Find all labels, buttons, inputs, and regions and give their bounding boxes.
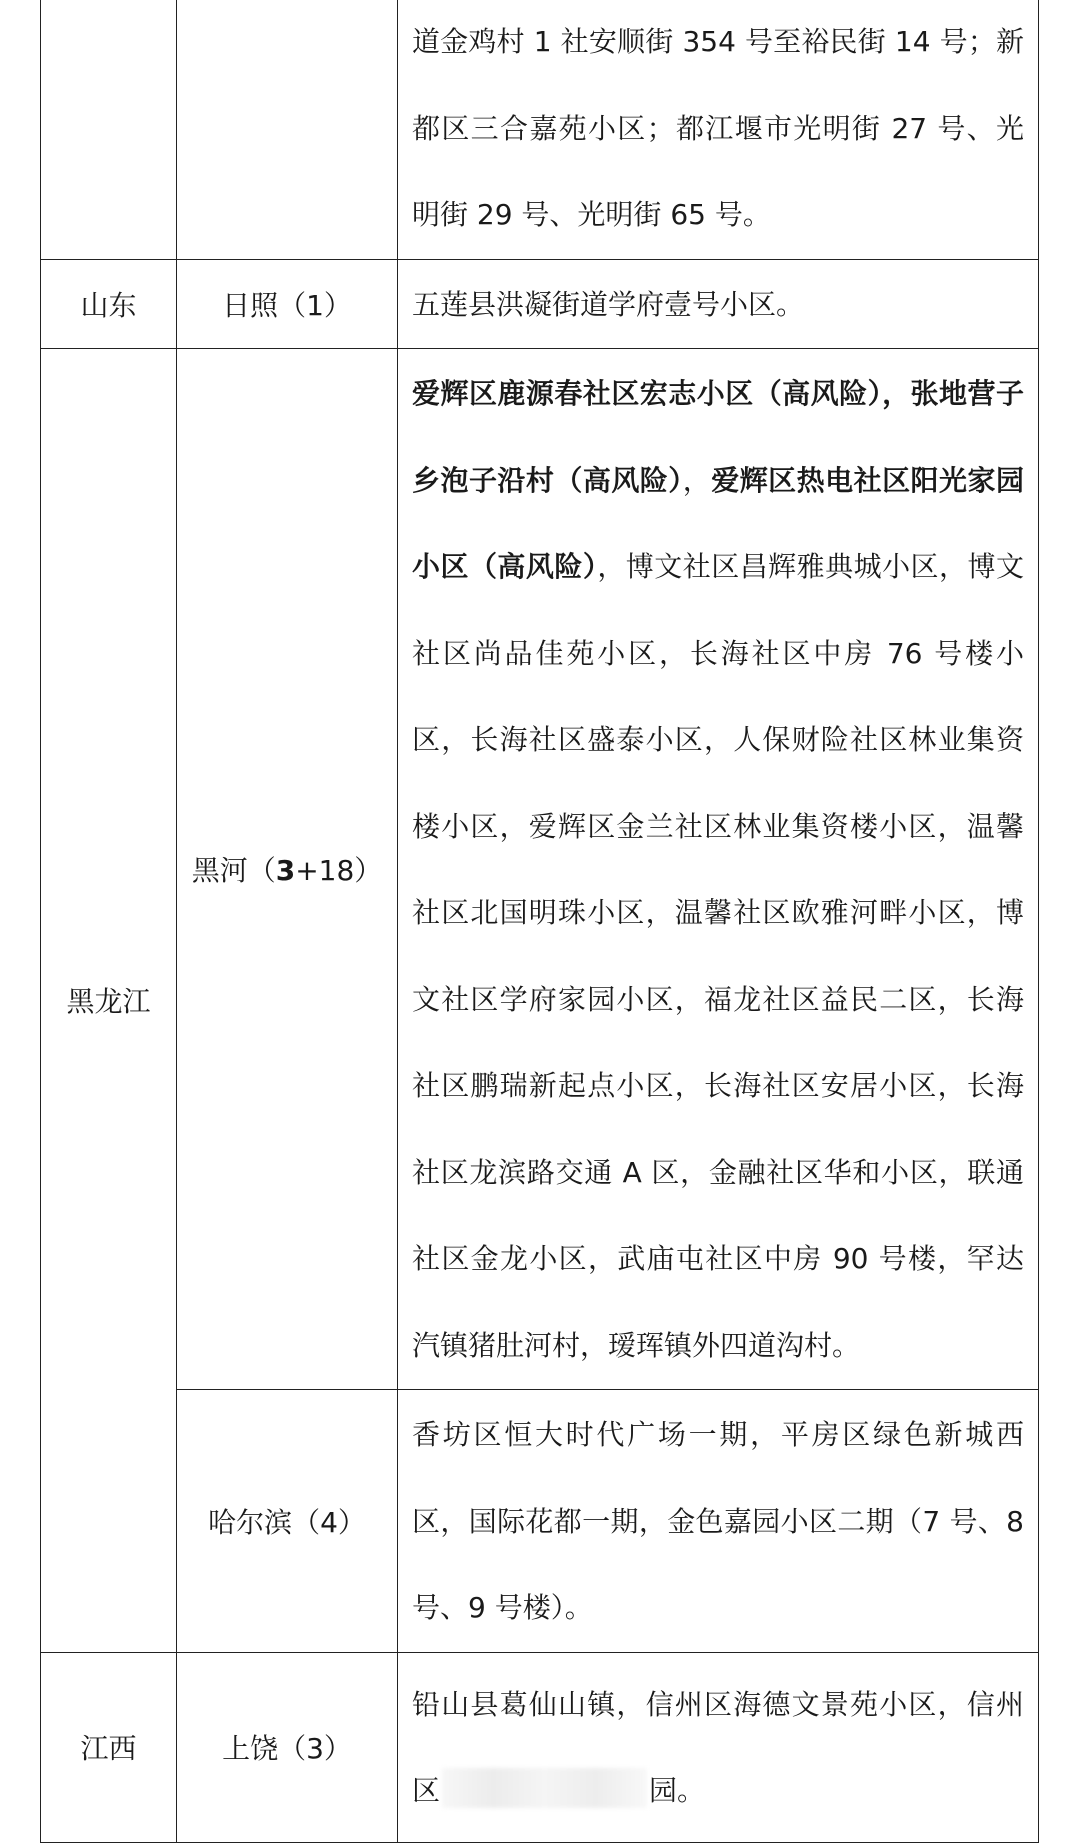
city-cell-rizhao: 日照（1） (177, 259, 398, 349)
high-risk-count: 3 (275, 854, 296, 887)
high-risk-areas-1: 爱辉区鹿源春社区宏志小区（高风险），张地营子乡泡子沿村（高风险） (412, 377, 1024, 497)
areas-cell-rizhao (398, 259, 1039, 349)
table-row-sichuan-continued (41, 0, 1039, 259)
areas-text-end: 园。 (649, 1774, 706, 1807)
medium-risk-count: +18） (295, 854, 383, 887)
areas-cell-shangrao (398, 1652, 1039, 1842)
areas-text: 香坊区恒大时代广场一期，平房区绿色新城西区，国际花都一期，金色嘉园小区二期（7 号、8 号、9 号楼）。 (412, 1418, 1024, 1624)
risk-area-table (40, 0, 1039, 1843)
areas-text: 道金鸡村 1 社安顺街 354 号至裕民街 14 号；新都区三合嘉苑小区；都江堰市光明街 27 号、光明街 29 号、光明街 65 号。 (412, 25, 1024, 231)
city-cell-shangrao: 上饶（3） (177, 1652, 398, 1842)
medium-risk-areas: ，博文社区昌辉雅典城小区，博文社区尚品佳苑小区，长海社区中房 76 号楼小区，长海社区盛泰小区，人保财险社区林业集资楼小区，爱辉区金兰社区林业集资楼小区，温馨社区北国明珠小区，温馨社区欧雅河畔小区，博文社区学府家园小区，福龙社区益民二区，长海社区鹏瑞新起点小区，长海社区安居小区，长海社区龙滨路交通 A 区，金融社区华和小区，联通社区金龙小区，武庙屯社区中房 90 号楼，罕达汽镇猪肚河村，瑷珲镇外四道沟村。 (412, 550, 1024, 1362)
table-row-jiangxi (41, 1652, 1039, 1842)
province-cell (41, 0, 177, 259)
areas-cell-harbin (398, 1390, 1039, 1653)
city-name: 黑河（ (191, 854, 276, 887)
city-cell-harbin: 哈尔滨（4） (177, 1390, 398, 1653)
city-cell-heihe (177, 349, 398, 1390)
city-cell (177, 0, 398, 259)
areas-text: 五莲县洪凝街道学府壹号小区。 (412, 287, 805, 321)
province-cell-heilongjiang: 黑龙江 (41, 349, 177, 1653)
watermark-blur (442, 1768, 647, 1808)
separator: ， (682, 463, 712, 497)
table-row-shandong (41, 259, 1039, 349)
areas-cell (398, 0, 1039, 259)
province-cell-shandong: 山东 (41, 259, 177, 349)
areas-text-start: 铅山县葛仙山镇，信州区海德文景苑小区，信州区 (412, 1687, 1024, 1807)
province-cell-jiangxi: 江西 (41, 1652, 177, 1842)
high-risk-areas-2: 爱辉区热电社区阳光家园小区（高风险） (412, 463, 1024, 583)
areas-cell-heihe (398, 349, 1039, 1390)
table-row-heihe (41, 349, 1039, 1390)
table-row-harbin (41, 1390, 1039, 1653)
